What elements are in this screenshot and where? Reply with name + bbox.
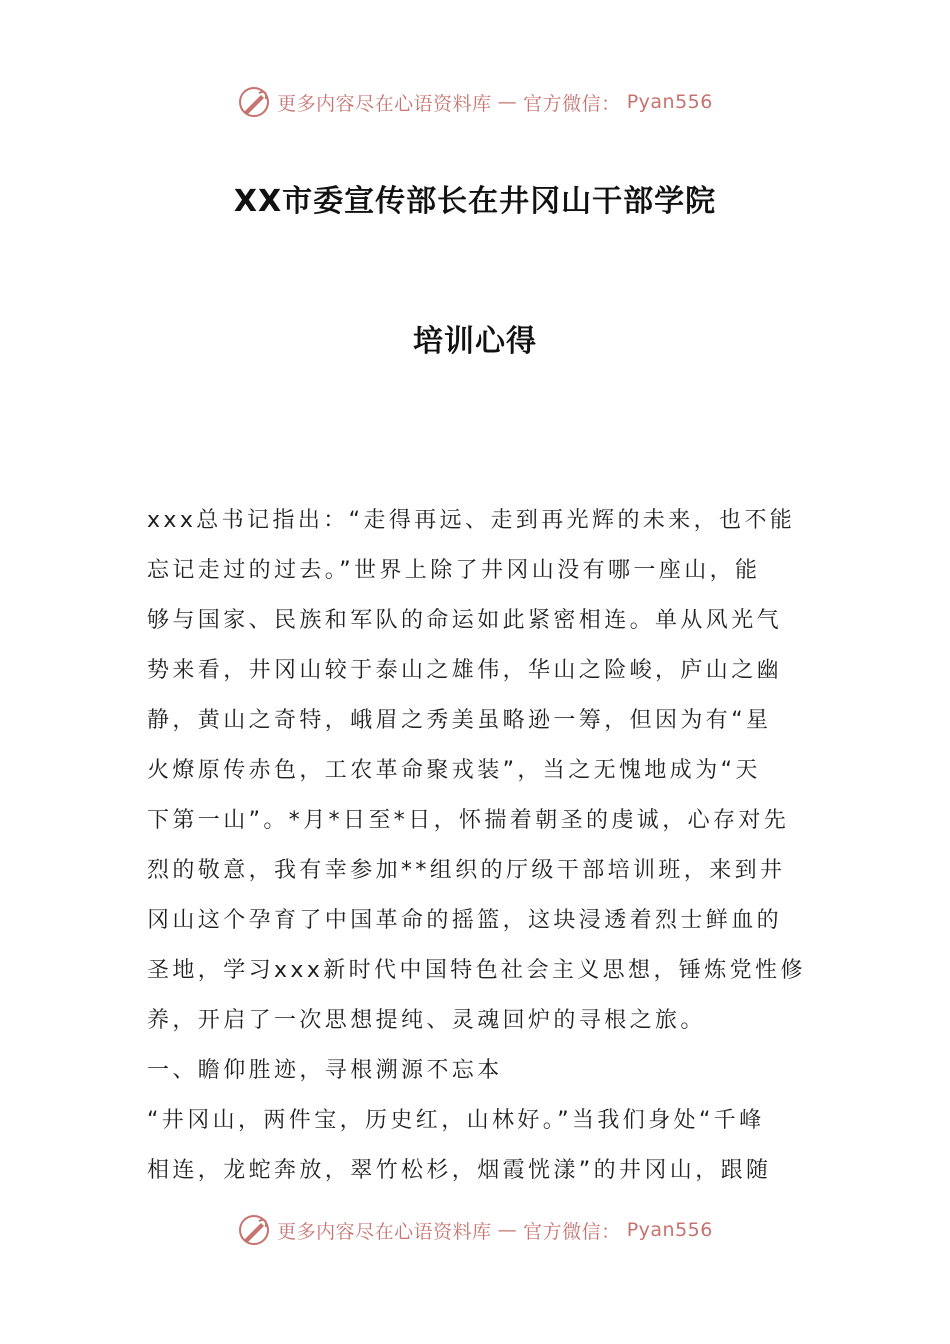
pen-logo-icon [237, 85, 271, 119]
body-line: 相连，龙蛇奔放，翠竹松杉，烟霞恍漾”的井冈山，跟随 [147, 1158, 772, 1183]
watermark-contact: 官方微信： [523, 92, 621, 115]
body-line: 静，黄山之奇特，峨眉之秀美虽略逊一筹，但因为有“星 [147, 708, 772, 733]
body-line: 火燎原传赤色，工农革命聚戎装”，当之无愧地成为“天 [147, 758, 761, 783]
watermark-separator: — [497, 91, 518, 113]
body-line: xxx总书记指出：“走得再远、走到再光辉的未来，也不能 [147, 508, 796, 533]
watermark-text: 更多内容尽在心语资料库 [277, 92, 492, 115]
pen-logo-icon [237, 1213, 271, 1247]
body-line: 养，开启了一次思想提纯、灵魂回炉的寻根之旅。 [147, 1008, 706, 1033]
body-line: 烈的敬意，我有幸参加**组织的厅级干部培训班，来到井 [147, 858, 786, 883]
body-line: “井冈山，两件宝，历史红，山林好。”当我们身处“千峰 [147, 1108, 765, 1133]
section-heading: 一、瞻仰胜迹，寻根溯源不忘本 [147, 1058, 503, 1083]
watermark-code: Pyan556 [626, 1219, 713, 1241]
body-line: 够与国家、民族和军队的命运如此紧密相连。单从风光气 [147, 608, 783, 633]
body-line: 势来看，井冈山较于泰山之雄伟，华山之险峻，庐山之幽 [147, 658, 783, 683]
watermark-text: 更多内容尽在心语资料库 [277, 1220, 492, 1243]
watermark-code: Pyan556 [626, 91, 713, 113]
header-watermark [0, 82, 950, 122]
body-line: 忘记走过的过去。”世界上除了井冈山没有哪一座山，能 [147, 558, 761, 583]
document-title: XX市委宣传部长在井冈山干部学院 [233, 184, 717, 219]
watermark-contact: 官方微信： [523, 1220, 621, 1243]
body-line: 下第一山”。*月*日至*日，怀揣着朝圣的虔诚，心存对先 [147, 808, 790, 833]
body-line: 圣地，学习xxx新时代中国特色社会主义思想，锤炼党性修 [147, 958, 806, 983]
document-subtitle: 培训心得 [413, 324, 537, 359]
watermark-separator: — [497, 1219, 518, 1241]
body-line: 冈山这个孕育了中国革命的摇篮，这块浸透着烈士鲜血的 [147, 908, 783, 933]
footer-watermark [0, 1210, 950, 1250]
